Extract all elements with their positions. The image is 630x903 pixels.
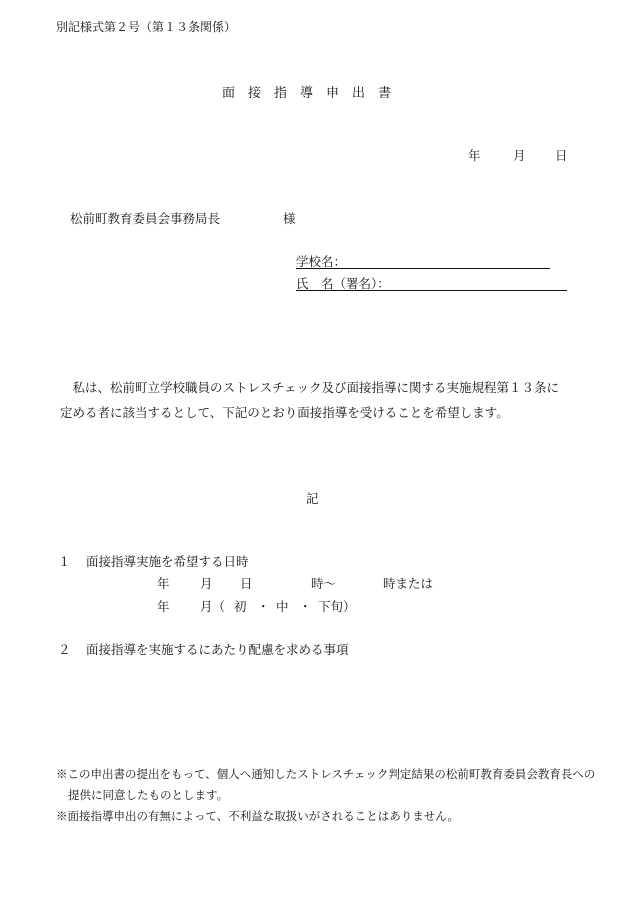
item-1-month: 月 [200, 576, 213, 591]
signature-label: 氏 名（署名）： [296, 276, 390, 291]
body-paragraph: 私は、松前町立学校職員のストレスチェック及び面接指導に関する実施規程第１３条に定める者に該当するとして、下記のとおり面接指導を受けることを希望します。 [60, 380, 560, 420]
item-1-year: 年 [157, 576, 170, 591]
shojun-option: 初 [234, 599, 247, 614]
item-1-year-2: 年 [157, 599, 170, 614]
addressee-name: 松前町教育委員会事務局長 [70, 211, 221, 226]
page-title: 面接指導申出書 [222, 86, 405, 101]
separator-dot-2: ・ [299, 599, 312, 614]
addressee-honorific: 様 [283, 211, 296, 226]
separator-dot-1: ・ [257, 599, 270, 614]
note-no-disadvantage: ※面接指導申出の有無によって、不利益な取扱いがされることはありません。 [56, 809, 459, 823]
gejun-option: 下旬） [318, 599, 356, 614]
item-1-day: 日 [240, 576, 253, 591]
item-1-time-or: 時または [383, 576, 434, 591]
item-1-label: 面接指導実施を希望する日時 [86, 554, 249, 569]
school-name-field[interactable] [296, 252, 550, 269]
note-consent: ※この申出書の提出をもって、個人へ通知したストレスチェック判定結果の松前町教育委員会教育長への提供に同意したものとします。 [56, 767, 596, 802]
signature-field[interactable] [296, 274, 567, 291]
school-name-label: 学校名： [296, 254, 347, 269]
item-2-label: 面接指導を実施するにあたり配慮を求める事項 [86, 642, 349, 657]
item-1-time: 時～ [311, 576, 337, 591]
item-2-number: ２ [58, 642, 71, 657]
date-month: 月 [513, 148, 526, 163]
date-year: 年 [468, 148, 481, 163]
date-day: 日 [555, 148, 568, 163]
item-1-number: １ [58, 554, 71, 569]
ki-heading: 記 [306, 491, 319, 506]
form-label: 別記様式第２号（第１３条関係） [56, 20, 237, 34]
item-1-month-2: 月（ [200, 599, 226, 614]
chujun-option: 中 [276, 599, 289, 614]
